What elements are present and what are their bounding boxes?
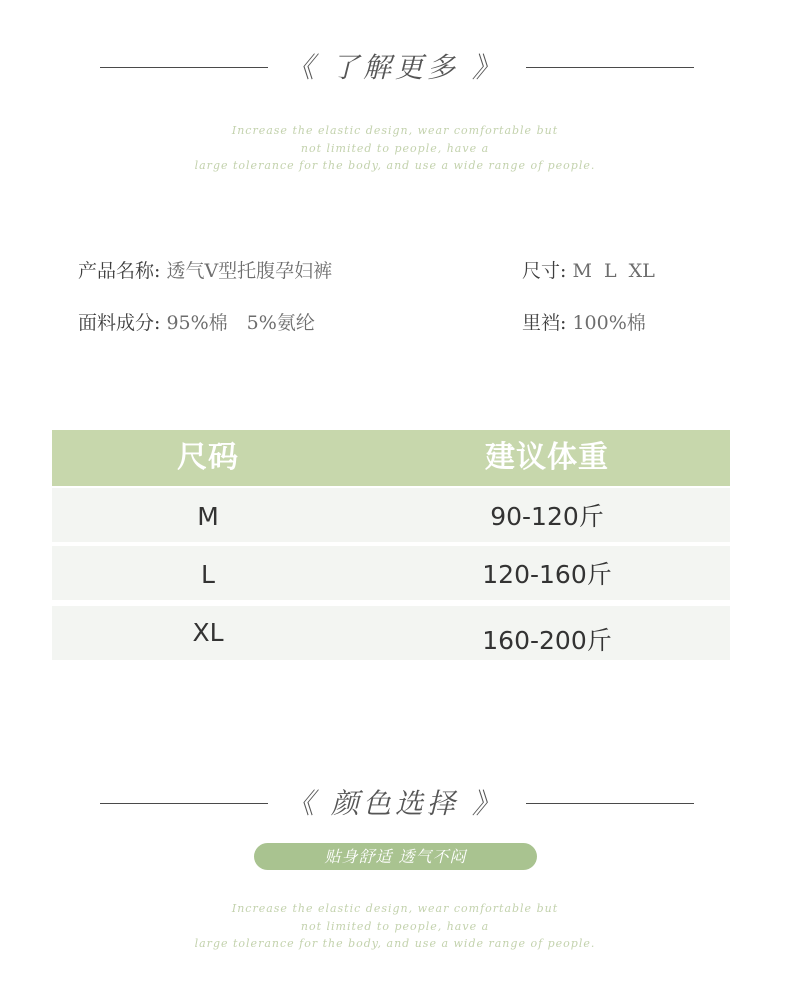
cell-weight: 90-120斤 xyxy=(490,502,604,531)
lining-row xyxy=(522,308,646,335)
product-name-value: 透气V型托腹孕妇裤 xyxy=(166,260,333,282)
english-line: Increase the elastic design, wear comfortable but xyxy=(231,124,559,137)
tagline-pill: 贴身舒适 透气不闷 xyxy=(254,843,537,870)
english-description xyxy=(0,122,790,175)
section-header-color-choice xyxy=(0,784,790,824)
divider-line xyxy=(526,803,694,804)
table-row xyxy=(52,606,730,660)
cell-size: XL xyxy=(192,618,224,647)
size-value: M L XL xyxy=(572,260,655,282)
section-title: 《 了解更多 》 xyxy=(286,51,504,84)
lining-label: 里裆: xyxy=(522,312,567,334)
cell-size: M xyxy=(197,502,219,531)
table-row xyxy=(52,546,730,600)
english-line: large tolerance for the body, and use a wide range of people. xyxy=(194,937,596,950)
table-row xyxy=(52,488,730,542)
cell-weight: 160-200斤 xyxy=(482,626,612,655)
fabric-row xyxy=(78,308,315,335)
header-size: 尺码 xyxy=(177,440,239,475)
english-line: not limited to people, have a xyxy=(300,919,490,933)
product-name-row xyxy=(78,256,332,283)
fabric-value: 95%棉 5%氨纶 xyxy=(166,312,315,334)
english-line: Increase the elastic design, wear comfortable but xyxy=(231,902,559,915)
product-name-label: 产品名称: xyxy=(78,260,161,282)
fabric-label: 面料成分: xyxy=(78,312,161,334)
lining-value: 100%棉 xyxy=(572,312,646,334)
divider-line xyxy=(526,67,694,68)
english-description xyxy=(0,900,790,953)
size-label: 尺寸: xyxy=(522,260,567,282)
section-header-learn-more xyxy=(0,48,790,88)
cell-size: L xyxy=(201,560,215,589)
english-line: large tolerance for the body, and use a wide range of people. xyxy=(194,159,596,172)
english-line: not limited to people, have a xyxy=(300,141,490,155)
size-table-header xyxy=(52,430,730,486)
section-title: 《 颜色选择 》 xyxy=(286,787,504,820)
header-weight: 建议体重 xyxy=(485,440,609,475)
size-row xyxy=(522,256,655,283)
cell-weight: 120-160斤 xyxy=(482,560,612,589)
